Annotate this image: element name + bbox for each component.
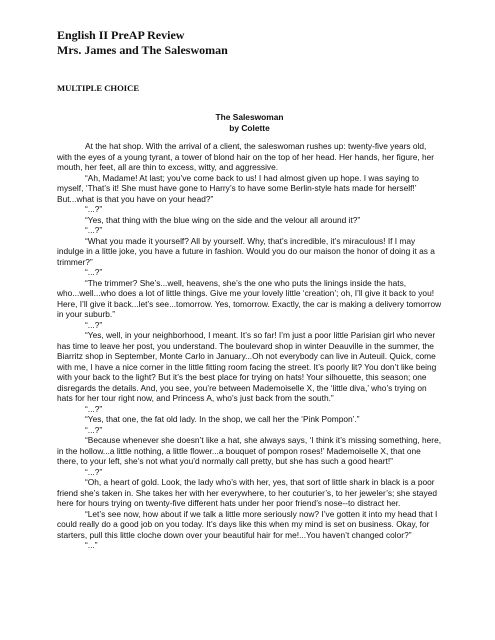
story-paragraph: “...” — [85, 540, 98, 550]
story-paragraph: “Because whenever she doesn’t like a hat, she always says, ‘I think it’s missing something, here, in the hollow...a little nothing, a little flower...a bouquet of pompon roses!’ Mademoiselle X, that one there, to your left, she’s not what you’d normally call pretty, but she has such a good heart!” — [57, 435, 442, 466]
story-paragraph: “Yes, that one, the fat old lady. In the shop, we call her the ‘Pink Pompon’.” — [85, 414, 360, 424]
course-title: English II PreAP Review — [57, 28, 185, 42]
document-header — [57, 28, 442, 58]
story-paragraph: “Ah, Madame! At last; you’ve come back to us! I had almost given up hope. I was saying to myself, ‘That’s it! She must have gone to Harry’s to have some Berlin-style hats made for herself!’ But...what is that you have on your head?” — [57, 172, 419, 204]
story-author: by Colette — [229, 123, 270, 133]
story-paragraph: “...?” — [85, 267, 103, 277]
story-paragraph: “What you made it yourself? All by yourself. Why, that’s incredible, it’s miraculous! If I may indulge in a little joke, you have a future in fashion. Would you do our maison the honor of doing it as a trimmer?” — [57, 235, 435, 267]
story-paragraph: “Oh, a heart of gold. Look, the lady who’s with her, yes, that sort of little shark in black is a poor friend she’s taken in. She takes her with her everywhere, to her couturier’s, to her jeweler’s; she stayed here for hours trying on twenty-five different hats under her poor friend’s nose--to distract her. — [57, 477, 437, 508]
story-paragraph: “...?” — [85, 204, 103, 214]
story-paragraph: “The trimmer? She’s...well, heavens, she’s the one who puts the linings inside the hats, who...well...who does a lot of little things. Give me your lovely little ‘creation’; oh, I’ll give it back to you! Here, I’ll give it back...let’s see...tomorrow. Yes, tomorrow. Exactly, the car is making a delivery tomorrow in your suburb.” — [57, 277, 442, 319]
story-paragraph: “Yes, well, in your neighborhood, I meant. It’s so far! I’m just a poor little Parisian girl who never has time to leave her post, you understand. The boulevard shop in winter Deauville in the summer, the Biarritz shop in September, Monte Carlo in January...Oh not everybody can live in Auteuil. Quick, come with me, I have a nice corner in the little fitting room facing the street. It’s poorly lit? You don’t like being with your back to the light? But it’s the best place for trying on hats! Your silhouette, this season; one disregards the details. And, you see, you’re between Mademoiselle X, the ‘little diva,’ who’s trying on hats for her tour right now, and Princess A, who’s just back from the south.” — [57, 330, 437, 403]
story-title: The Saleswoman — [215, 112, 284, 122]
story-paragraph: “Let’s see now, how about if we talk a little more seriously now? I’ve gotten it into my head that I could really do a good job on you today. It’s days like this when my mind is set on business. Okay, for starters, pull this little cloche down over your beautiful hair for me!...You haven’t changed color?” — [57, 508, 438, 540]
story-paragraph: “...?” — [85, 225, 103, 235]
story-paragraph: “...?” — [85, 403, 103, 414]
section-heading: MULTIPLE CHOICE — [57, 83, 140, 93]
story-paragraph: At the hat shop. With the arrival of a client, the saleswoman rushes up: twenty-five years old, with the eyes of a young tyrant, a tower of blond hair on the top of her head. Her hands, her figure, her mouth, her feet, all are thin to excess, witty, and aggressive. — [57, 141, 435, 172]
story-paragraph: “...?” — [85, 319, 103, 330]
story-paragraph: “Yes, that thing with the blue wing on the side and the velour all around it?” — [85, 214, 361, 225]
assignment-title: Mrs. James and The Saleswoman — [57, 43, 228, 57]
story-paragraph: “...?” — [85, 466, 103, 477]
story-body — [57, 141, 442, 551]
story-paragraph: “...?” — [85, 424, 103, 435]
story-heading — [57, 112, 442, 134]
